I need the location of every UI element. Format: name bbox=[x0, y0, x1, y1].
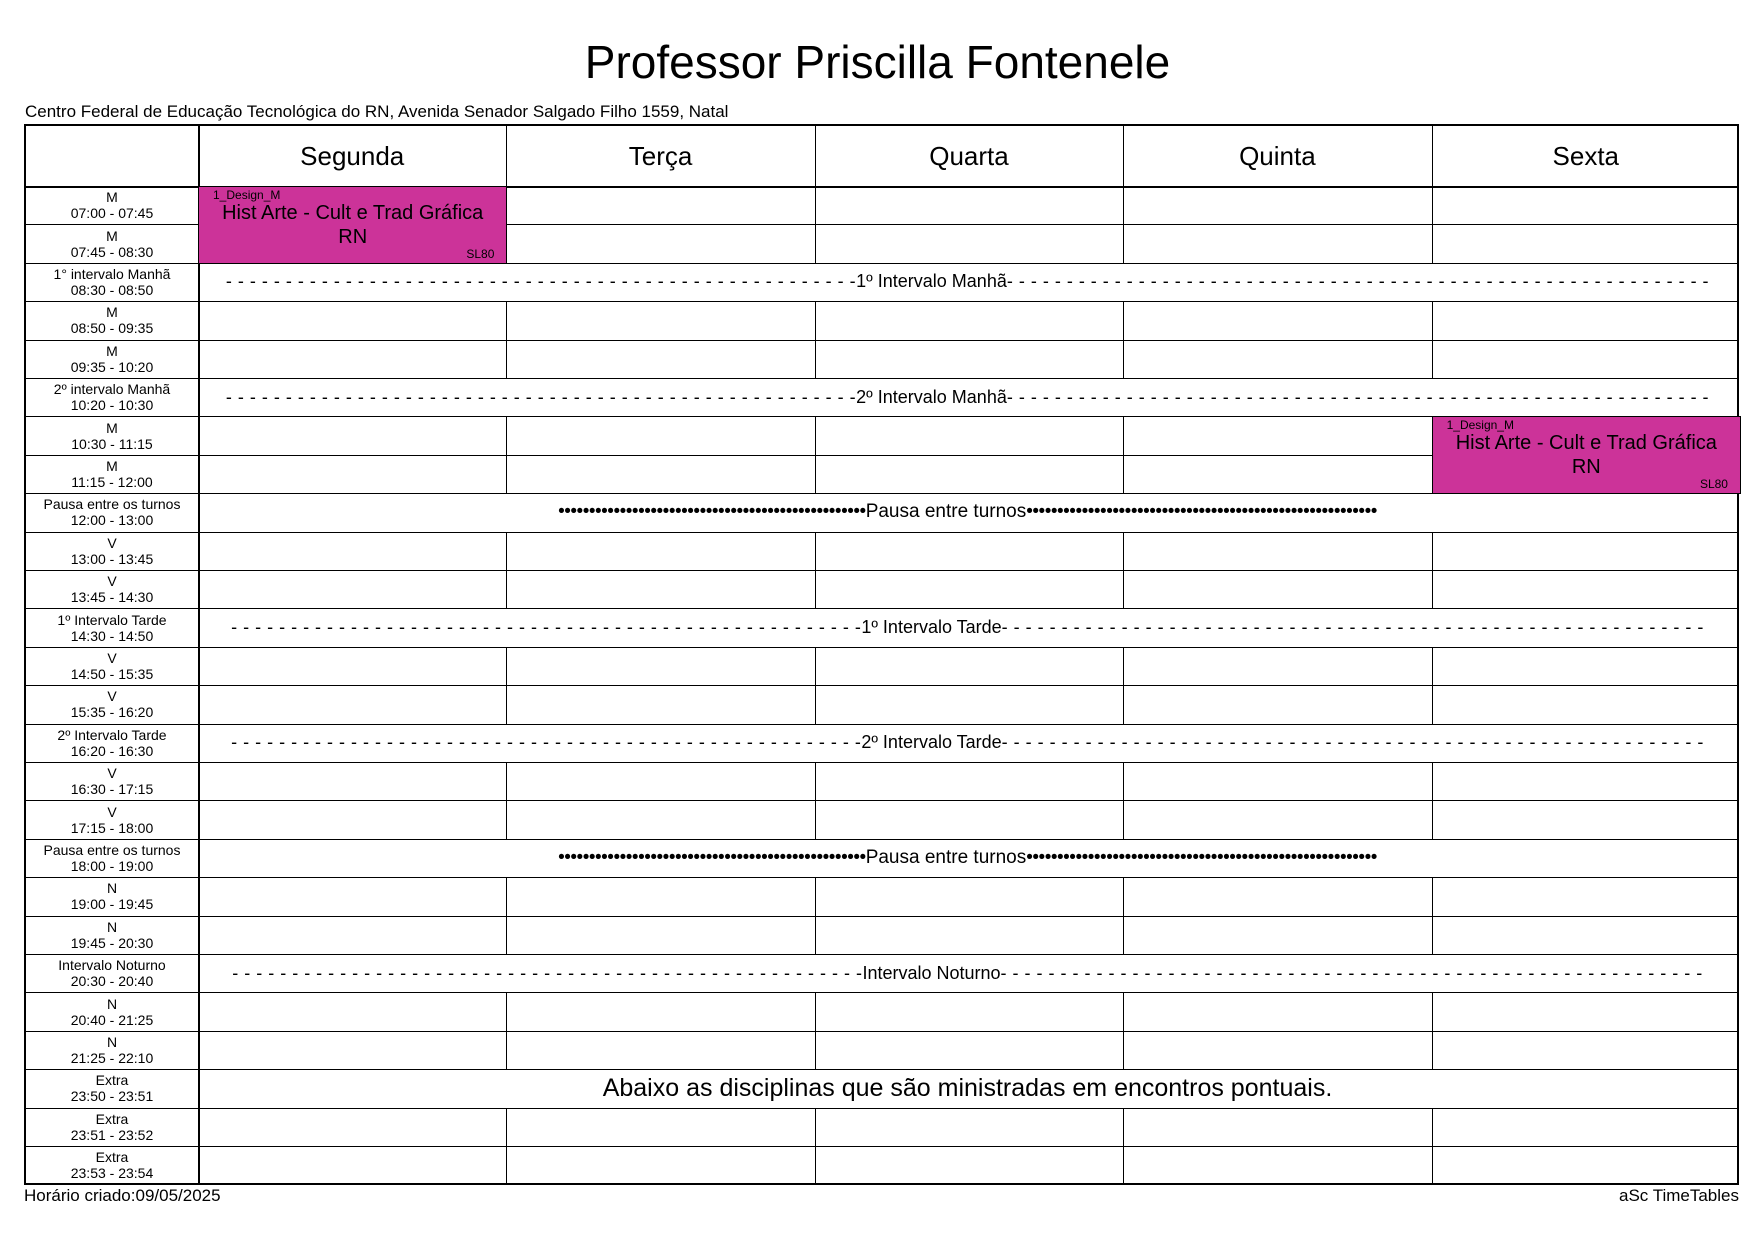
period-label bbox=[26, 263, 198, 301]
period-label bbox=[26, 839, 198, 877]
period-time: 19:00 - 19:45 bbox=[70, 896, 154, 913]
period-label bbox=[26, 493, 198, 531]
period-time: 10:30 - 11:15 bbox=[71, 435, 153, 452]
day-header: Sexta bbox=[1552, 140, 1620, 171]
break-filler: - - - - - - - - - - - - - - - - - - - - - - - - - - - - - - - - - - - - - - - - - - - - - - - - - - - - - bbox=[231, 732, 862, 753]
period-name: Intervalo Noturno bbox=[58, 957, 166, 974]
row-divider bbox=[26, 1146, 1737, 1147]
period-name: Extra bbox=[95, 1110, 129, 1127]
day-header: Terça bbox=[628, 140, 693, 171]
lesson-card[interactable] bbox=[1432, 416, 1741, 494]
period-time: 07:00 - 07:45 bbox=[70, 205, 154, 222]
period-time: 13:00 - 13:45 bbox=[70, 550, 154, 567]
period-label bbox=[26, 916, 198, 954]
row-divider bbox=[26, 762, 1737, 763]
brand-label: aSc TimeTables bbox=[1619, 1186, 1739, 1205]
break-label: 1º Intervalo Tarde bbox=[861, 617, 1002, 638]
break-row bbox=[198, 378, 1737, 416]
period-label bbox=[26, 992, 198, 1030]
break-filler: •••••••••••••••••••••••••••••••••••••••••••••••••• bbox=[558, 846, 866, 868]
break-filler: - - - - - - - - - - - - - - - - - - - - - - - - - - - - - - - - - - - - - - - - - - - - - - - - - - - - - bbox=[231, 617, 862, 638]
period-time: 15:35 - 16:20 bbox=[70, 704, 154, 721]
period-time: 23:51 - 23:52 bbox=[70, 1126, 154, 1143]
period-name: M bbox=[106, 189, 118, 206]
break-row bbox=[198, 493, 1737, 531]
row-divider bbox=[26, 685, 1737, 686]
period-time: 14:50 - 15:35 bbox=[70, 665, 154, 682]
break-label: Pausa entre turnos bbox=[865, 501, 1027, 523]
period-label bbox=[26, 416, 198, 454]
period-time: 07:45 - 08:30 bbox=[70, 243, 154, 260]
period-time: 10:20 - 10:30 bbox=[70, 397, 154, 414]
period-time: 21:25 - 22:10 bbox=[70, 1049, 154, 1066]
period-time: 18:00 - 19:00 bbox=[70, 857, 154, 874]
period-name: 1° intervalo Manhã bbox=[53, 265, 171, 282]
school-address: Centro Federal de Educação Tecnológica do RN, Avenida Senador Salgado Filho 1559, Natal bbox=[25, 102, 729, 121]
period-name: Extra bbox=[95, 1149, 129, 1166]
period-name: V bbox=[107, 573, 117, 590]
period-name: M bbox=[106, 419, 118, 436]
period-name: N bbox=[106, 918, 118, 935]
period-time: 23:50 - 23:51 bbox=[70, 1088, 154, 1105]
period-name: M bbox=[106, 457, 118, 474]
break-row bbox=[198, 608, 1737, 646]
row-divider bbox=[26, 340, 1737, 341]
timetable-grid bbox=[24, 124, 1739, 1185]
row-divider bbox=[26, 532, 1737, 533]
period-name: M bbox=[106, 227, 118, 244]
row-divider bbox=[26, 647, 1737, 648]
period-label bbox=[26, 186, 198, 224]
break-label: Intervalo Noturno bbox=[862, 962, 1001, 983]
break-filler: ••••••••••••••••••••••••••••••••••••••••••••••••••••••••• bbox=[1026, 501, 1377, 523]
period-name: 1º Intervalo Tarde bbox=[57, 611, 167, 628]
row-divider bbox=[26, 916, 1737, 917]
period-label bbox=[26, 762, 198, 800]
lesson-room: SL80 bbox=[1699, 477, 1728, 492]
period-time: 08:30 - 08:50 bbox=[70, 281, 154, 298]
period-time: 19:45 - 20:30 bbox=[70, 934, 154, 951]
period-name: V bbox=[107, 803, 117, 820]
row-divider bbox=[26, 1108, 1737, 1109]
period-label bbox=[26, 455, 198, 493]
created-date: Horário criado:09/05/2025 bbox=[24, 1186, 221, 1205]
row-divider bbox=[26, 992, 1737, 993]
period-label bbox=[26, 877, 198, 915]
break-filler: - - - - - - - - - - - - - - - - - - - - - - - - - - - - - - - - - - - - - - - - - - - - - - - - - - - - - - - - - - - bbox=[1000, 962, 1703, 983]
day-header: Quarta bbox=[929, 140, 1009, 171]
break-label: 1º Intervalo Manhã bbox=[856, 271, 1007, 292]
period-label bbox=[26, 608, 198, 646]
period-name: M bbox=[106, 304, 118, 321]
period-name: Pausa entre os turnos bbox=[43, 496, 181, 513]
period-time: 14:30 - 14:50 bbox=[70, 627, 154, 644]
period-name: N bbox=[106, 880, 118, 897]
period-time: 08:50 - 09:35 bbox=[70, 320, 154, 337]
period-name: 2º Intervalo Tarde bbox=[57, 726, 167, 743]
period-label bbox=[26, 570, 198, 608]
break-filler: - - - - - - - - - - - - - - - - - - - - - - - - - - - - - - - - - - - - - - - - - - - - - - - - - - - - - - - - - - - bbox=[1001, 732, 1704, 753]
row-divider bbox=[26, 301, 1737, 302]
period-label bbox=[26, 224, 198, 262]
period-name: N bbox=[106, 1033, 118, 1050]
period-label bbox=[26, 954, 198, 992]
lesson-card[interactable] bbox=[198, 186, 507, 264]
period-time: 11:15 - 12:00 bbox=[71, 473, 153, 490]
period-time: 20:40 - 21:25 bbox=[70, 1011, 154, 1028]
period-label bbox=[26, 724, 198, 762]
period-time: 09:35 - 10:20 bbox=[70, 358, 154, 375]
period-label bbox=[26, 800, 198, 838]
period-name: Pausa entre os turnos bbox=[43, 841, 181, 858]
row-divider bbox=[26, 800, 1737, 801]
lesson-subject: Hist Arte - Cult e Trad Gráfica RN bbox=[222, 202, 484, 248]
period-time: 17:15 - 18:00 bbox=[70, 819, 154, 836]
period-name: M bbox=[106, 342, 118, 359]
row-divider bbox=[26, 1031, 1737, 1032]
break-row bbox=[198, 724, 1737, 762]
break-filler: - - - - - - - - - - - - - - - - - - - - - - - - - - - - - - - - - - - - - - - - - - - - - - - - - - - - - - - - - - - bbox=[1006, 271, 1710, 292]
lesson-class: 1_Design_M bbox=[213, 188, 281, 202]
period-time: 16:20 - 16:30 bbox=[70, 742, 154, 759]
period-label bbox=[26, 378, 198, 416]
break-filler: ••••••••••••••••••••••••••••••••••••••••••••••••••••••••• bbox=[1026, 846, 1377, 868]
lesson-room: SL80 bbox=[466, 246, 495, 261]
period-name: V bbox=[107, 688, 117, 705]
period-label bbox=[26, 301, 198, 339]
period-label bbox=[26, 1146, 198, 1184]
period-name: Extra bbox=[95, 1072, 129, 1089]
break-row bbox=[198, 954, 1737, 992]
day-header: Segunda bbox=[300, 140, 405, 171]
break-filler: - - - - - - - - - - - - - - - - - - - - - - - - - - - - - - - - - - - - - - - - - - - - - - - - - - - - - bbox=[225, 271, 857, 292]
lesson-subject: Hist Arte - Cult e Trad Gráfica RN bbox=[1455, 432, 1717, 479]
break-filler: •••••••••••••••••••••••••••••••••••••••••••••••••• bbox=[558, 501, 866, 523]
row-divider bbox=[26, 877, 1737, 878]
break-filler: - - - - - - - - - - - - - - - - - - - - - - - - - - - - - - - - - - - - - - - - - - - - - - - - - - - - - bbox=[232, 962, 863, 983]
break-label: 2º Intervalo Manhã bbox=[856, 386, 1007, 407]
period-label bbox=[26, 685, 198, 723]
period-time: 12:00 - 13:00 bbox=[70, 512, 154, 529]
period-label bbox=[26, 532, 198, 570]
period-label bbox=[26, 1069, 198, 1107]
period-name: V bbox=[107, 534, 117, 551]
day-header: Quinta bbox=[1239, 140, 1316, 171]
break-filler: - - - - - - - - - - - - - - - - - - - - - - - - - - - - - - - - - - - - - - - - - - - - - - - - - - - - - bbox=[225, 386, 857, 407]
lesson-class: 1_Design_M bbox=[1446, 418, 1514, 433]
period-label bbox=[26, 1108, 198, 1146]
break-filler: - - - - - - - - - - - - - - - - - - - - - - - - - - - - - - - - - - - - - - - - - - - - - - - - - - - - - - - - - - - bbox=[1001, 617, 1704, 638]
break-row bbox=[198, 839, 1737, 877]
period-time: 23:53 - 23:54 bbox=[70, 1165, 154, 1182]
period-label bbox=[26, 647, 198, 685]
period-label bbox=[26, 340, 198, 378]
page-title: Professor Priscilla Fontenele bbox=[584, 36, 1171, 88]
period-time: 16:30 - 17:15 bbox=[70, 781, 154, 798]
period-time: 13:45 - 14:30 bbox=[70, 589, 154, 606]
break-filler: - - - - - - - - - - - - - - - - - - - - - - - - - - - - - - - - - - - - - - - - - - - - - - - - - - - - - - - - - - - bbox=[1006, 386, 1710, 407]
break-label: 2º Intervalo Tarde bbox=[861, 732, 1002, 753]
period-name: N bbox=[106, 995, 118, 1012]
period-time: 20:30 - 20:40 bbox=[70, 973, 154, 990]
break-label: Pausa entre turnos bbox=[865, 846, 1027, 868]
period-label bbox=[26, 1031, 198, 1069]
row-divider bbox=[26, 570, 1737, 571]
period-name: 2º intervalo Manhã bbox=[53, 381, 171, 398]
break-row bbox=[198, 263, 1737, 301]
period-name: V bbox=[107, 765, 117, 782]
period-name: V bbox=[107, 649, 117, 666]
extra-note: Abaixo as disciplinas que são ministradas em encontros pontuais. bbox=[602, 1073, 1333, 1102]
